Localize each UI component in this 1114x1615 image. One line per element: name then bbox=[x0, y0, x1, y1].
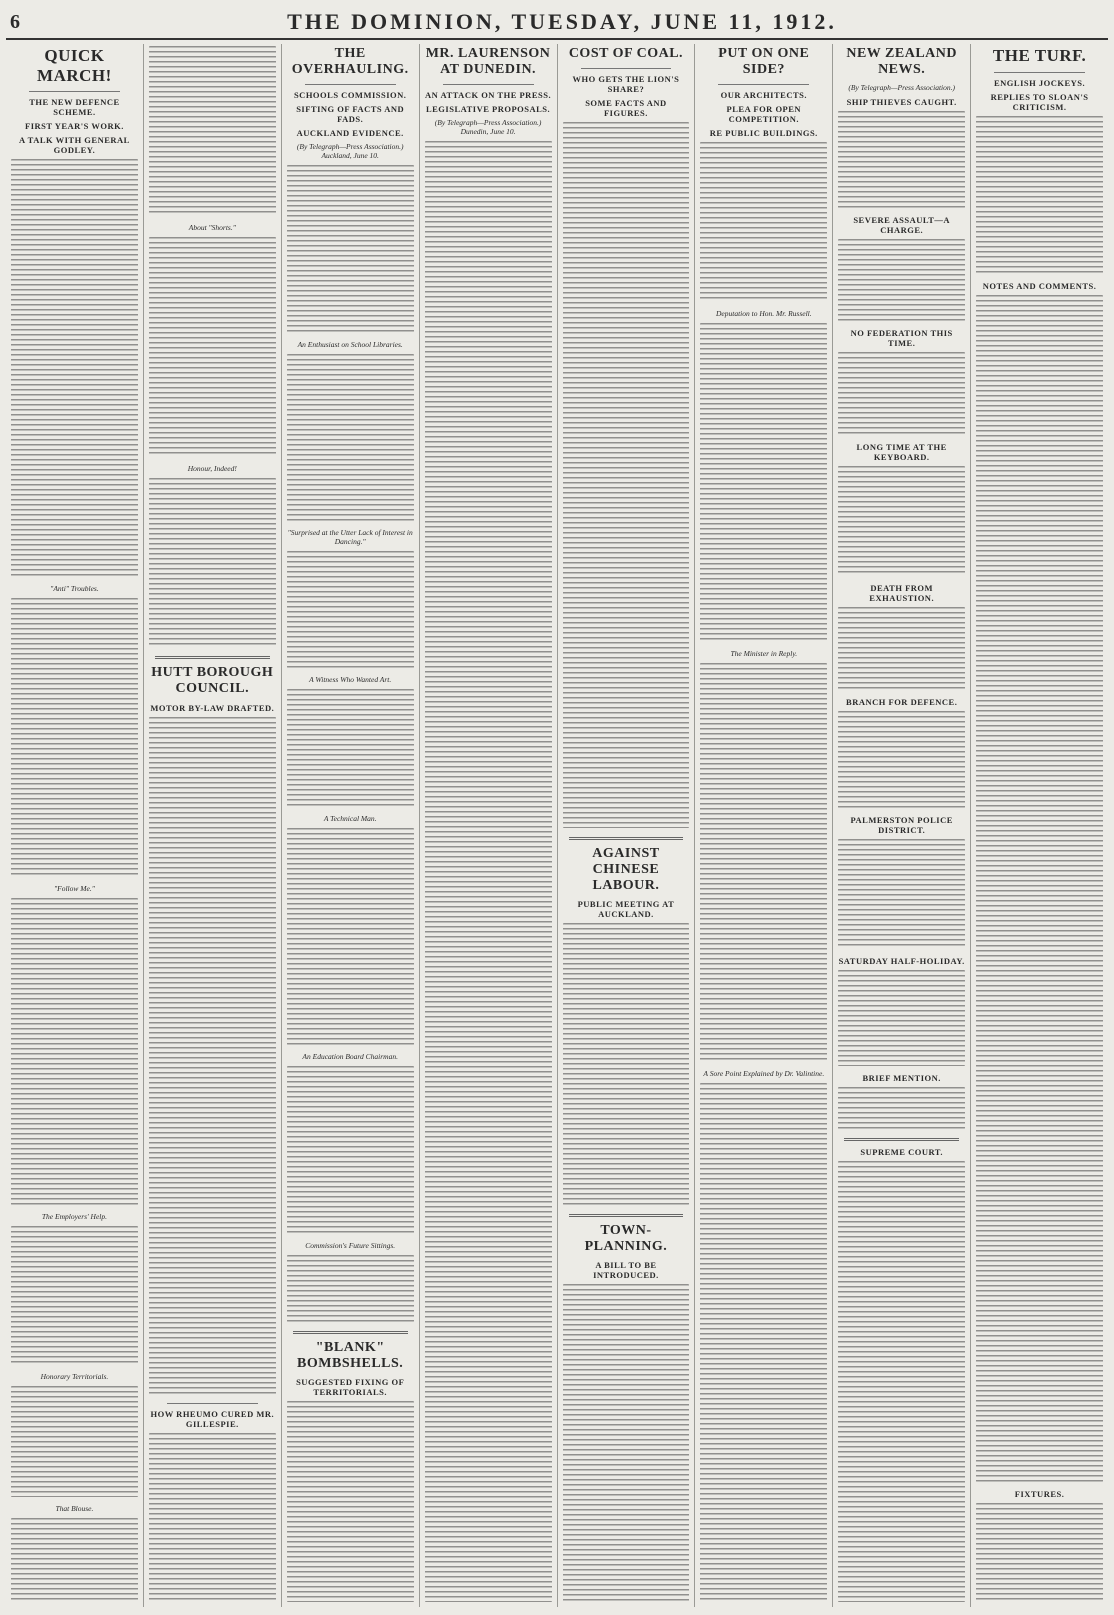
column-8 bbox=[971, 44, 1108, 1607]
column-1 bbox=[6, 44, 144, 1607]
subhead-facts-figures: SOME FACTS AND FIGURES. bbox=[585, 98, 667, 119]
subhead-first-year: FIRST YEAR'S WORK. bbox=[25, 121, 124, 132]
subhead-defence-scheme: THE NEW DEFENCE SCHEME. bbox=[29, 97, 120, 118]
section-heading-follow: "Follow Me." bbox=[53, 883, 95, 893]
subhead-schools-commission: SCHOOLS COMMISSION. bbox=[293, 90, 407, 101]
divider bbox=[293, 1331, 408, 1334]
article-body bbox=[287, 551, 414, 668]
column-4 bbox=[420, 44, 558, 1607]
section-heading-honorary: Honorary Territorials. bbox=[40, 1371, 109, 1381]
article-body bbox=[700, 323, 827, 642]
article-body bbox=[838, 839, 965, 949]
subhead-legislative: LEGISLATIVE PROPOSALS. bbox=[425, 104, 551, 115]
article-body bbox=[976, 295, 1103, 1482]
dateline: (By Telegraph—Press Association.) bbox=[848, 83, 955, 93]
headline-turf: THE TURF. bbox=[992, 46, 1087, 65]
section-heading-employer: The Employers' Help. bbox=[41, 1211, 107, 1221]
article-body bbox=[563, 923, 690, 1205]
section-heading-technical: A Technical Man. bbox=[323, 813, 377, 823]
subhead-open-competition: PLEA FOR OPEN COMPETITION. bbox=[726, 104, 802, 125]
divider bbox=[718, 84, 809, 85]
headline-overhauling: THE OVERHAULING. bbox=[291, 46, 409, 78]
article-body bbox=[976, 116, 1103, 274]
section-heading-upper: "Surprised at the Utter Lack of Interest in Dancing." bbox=[287, 528, 413, 547]
divider bbox=[569, 1214, 684, 1217]
section-heading-minister: The Minister in Reply. bbox=[730, 649, 798, 659]
headline-blank-bombshells: "BLANK" BOMBSHELLS. bbox=[297, 1339, 404, 1371]
article-body bbox=[838, 111, 965, 208]
dateline: (By Telegraph—Press Association.) Dunedin, June 10. bbox=[434, 118, 542, 137]
columns bbox=[6, 44, 1108, 1607]
article-body bbox=[11, 159, 138, 577]
section-heading-anti: "Anti" Troubles. bbox=[50, 584, 99, 594]
subhead-architects: OUR ARCHITECTS. bbox=[720, 90, 807, 101]
subhead-no-federation: NO FEDERATION THIS TIME. bbox=[850, 328, 953, 349]
subhead-keyboard: LONG TIME AT THE KEYBOARD. bbox=[856, 442, 947, 463]
subhead-auckland-evidence: AUCKLAND EVIDENCE. bbox=[296, 128, 404, 139]
article-body bbox=[838, 607, 965, 690]
headline-put-on-one-side: PUT ON ONE SIDE? bbox=[718, 46, 810, 78]
subhead-english-jockeys: ENGLISH JOCKEYS. bbox=[993, 77, 1086, 88]
divider bbox=[305, 84, 396, 85]
subhead-sifting: SIFTING OF FACTS AND FADS. bbox=[296, 104, 405, 125]
page-number: 6 bbox=[10, 10, 20, 33]
subhead-rheumo: HOW RHEUMO CURED MR. GILLESPIE. bbox=[150, 1408, 275, 1429]
subhead-godley: A TALK WITH GENERAL GODLEY. bbox=[19, 135, 130, 156]
headline-town-planning: TOWN-PLANNING. bbox=[584, 1223, 668, 1255]
masthead bbox=[6, 6, 1108, 40]
divider bbox=[443, 84, 534, 85]
divider bbox=[994, 72, 1085, 73]
article-body bbox=[287, 1066, 414, 1233]
article-body bbox=[563, 1284, 690, 1602]
article-body bbox=[838, 711, 965, 808]
column-6 bbox=[695, 44, 833, 1607]
article-body bbox=[287, 354, 414, 521]
masthead-title: THE DOMINION, TUESDAY, JUNE 11, 1912. bbox=[287, 9, 837, 34]
article-body bbox=[149, 46, 276, 216]
article-body bbox=[838, 1161, 965, 1602]
subhead-supreme-court: SUPREME COURT. bbox=[860, 1146, 943, 1157]
divider bbox=[569, 837, 684, 840]
advertisement-body bbox=[149, 1433, 276, 1603]
article-body bbox=[287, 689, 414, 806]
subhead-palmerston-police: PALMERSTON POLICE DISTRICT. bbox=[850, 814, 953, 835]
article-body bbox=[976, 1503, 1103, 1602]
subhead-half-holiday: SATURDAY HALF-HOLIDAY. bbox=[838, 955, 965, 966]
section-heading-deputation: Deputation to Hon. Mr. Russell. bbox=[716, 308, 812, 318]
section-heading-library: An Enthusiast on School Libraries. bbox=[297, 339, 403, 349]
subhead-territorials: SUGGESTED FIXING OF TERRITORIALS. bbox=[296, 1377, 405, 1398]
article-body bbox=[11, 1386, 138, 1498]
section-heading-blouse: That Blouse. bbox=[55, 1504, 94, 1514]
article-body bbox=[700, 663, 827, 1062]
article-body bbox=[838, 970, 965, 1067]
divider bbox=[155, 656, 270, 659]
divider bbox=[581, 68, 672, 69]
divider bbox=[844, 1138, 959, 1141]
subhead-branch-defence: BRANCH FOR DEFENCE. bbox=[846, 697, 958, 708]
article-body bbox=[11, 1518, 138, 1602]
article-body bbox=[838, 466, 965, 576]
article-body bbox=[149, 478, 276, 648]
headline-quick-march: QUICK MARCH! bbox=[37, 46, 112, 85]
column-3 bbox=[282, 44, 420, 1607]
section-heading-education: An Education Board Chairman. bbox=[302, 1052, 398, 1062]
subhead-attack-press: AN ATTACK ON THE PRESS. bbox=[425, 90, 552, 101]
article-body bbox=[838, 239, 965, 322]
subhead-sloan: REPLIES TO SLOAN'S CRITICISM. bbox=[990, 91, 1089, 112]
headline-hutt: HUTT BOROUGH COUNCIL. bbox=[151, 665, 274, 697]
article-body bbox=[11, 1226, 138, 1365]
subhead-public-meeting: PUBLIC MEETING AT AUCKLAND. bbox=[577, 899, 675, 920]
subhead-severe-assault: SEVERE ASSAULT—A CHARGE. bbox=[853, 214, 951, 235]
divider bbox=[167, 1403, 258, 1404]
article-body bbox=[149, 237, 276, 457]
column-2 bbox=[144, 44, 282, 1607]
article-body bbox=[11, 898, 138, 1205]
subhead-fixtures: FIXTURES. bbox=[1014, 1489, 1065, 1500]
article-body bbox=[838, 352, 965, 435]
headline-nz-news: NEW ZEALAND NEWS. bbox=[846, 46, 958, 78]
subhead-lions-share: WHO GETS THE LION'S SHARE? bbox=[572, 74, 680, 95]
article-body bbox=[287, 1401, 414, 1602]
article-body bbox=[838, 1087, 965, 1128]
section-heading-future: Commission's Future Sittings. bbox=[305, 1240, 396, 1250]
section-heading-shorts: About "Shorts." bbox=[188, 222, 236, 232]
subhead-brief-mention: BRIEF MENTION. bbox=[862, 1073, 941, 1084]
section-heading-sore-point: A Sore Point Explained by Dr. Valintine. bbox=[703, 1069, 825, 1079]
subhead-notes-comments: NOTES AND COMMENTS. bbox=[982, 280, 1097, 291]
headline-cost-of-coal: COST OF COAL. bbox=[568, 46, 684, 61]
headline-laurenson: MR. LAURENSON AT DUNEDIN. bbox=[425, 46, 551, 78]
dateline: (By Telegraph—Press Association.) Auckland, June 10. bbox=[296, 142, 404, 161]
column-5 bbox=[558, 44, 696, 1607]
subhead-motor-bylaw: MOTOR BY-LAW DRAFTED. bbox=[150, 702, 275, 713]
subhead-exhaustion: DEATH FROM EXHAUSTION. bbox=[869, 583, 935, 604]
article-body bbox=[563, 122, 690, 828]
headline-chinese-labour: AGAINST CHINESE LABOUR. bbox=[592, 845, 660, 893]
article-body bbox=[287, 1255, 414, 1322]
subhead-bill: A BILL TO BE INTRODUCED. bbox=[593, 1260, 659, 1281]
article-body bbox=[700, 142, 827, 302]
column-7 bbox=[833, 44, 971, 1607]
subhead-public-buildings: RE PUBLIC BUILDINGS. bbox=[709, 128, 818, 139]
article-body bbox=[287, 828, 414, 1046]
section-heading-honour: Honour, Indeed! bbox=[187, 463, 237, 473]
article-body bbox=[287, 165, 414, 332]
divider bbox=[29, 91, 120, 92]
subhead-ship-thieves: SHIP THIEVES CAUGHT. bbox=[846, 97, 957, 108]
article-body bbox=[425, 141, 552, 1602]
article-body bbox=[700, 1083, 827, 1602]
section-heading-witness: A Witness Who Wanted Art. bbox=[309, 675, 392, 685]
article-body bbox=[149, 717, 276, 1395]
article-body bbox=[11, 598, 138, 877]
